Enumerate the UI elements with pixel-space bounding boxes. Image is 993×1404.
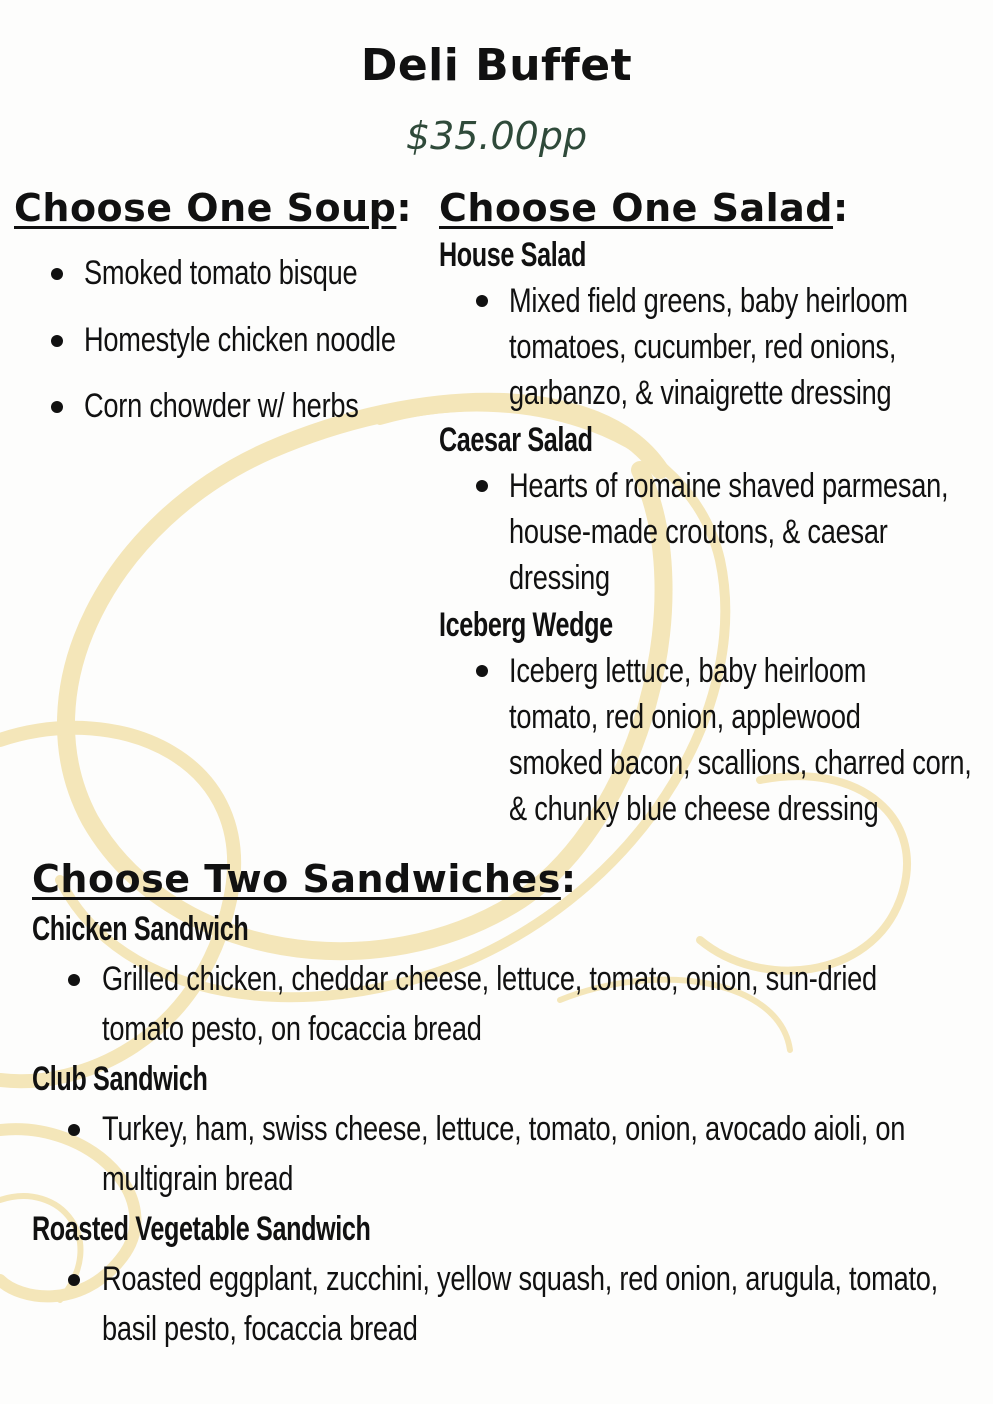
bullet-icon (68, 1274, 80, 1286)
sandwich-description-line: Grilled chicken, cheddar cheese, lettuce, tomato, onion, sun-dried (102, 960, 877, 998)
bullet-icon (68, 974, 80, 986)
salad-description-line: smoked bacon, scallions, charred corn, (509, 744, 972, 782)
salad-description-line: & chunky blue cheese dressing (509, 790, 879, 828)
salad-name: House Salad (439, 236, 586, 274)
salad-heading-colon: : (833, 186, 849, 230)
sandwich-name: Chicken Sandwich (32, 910, 249, 948)
sandwich-description-line: Turkey, ham, swiss cheese, lettuce, tomato, onion, avocado aioli, on (102, 1110, 906, 1148)
salad-description-line: tomato, red onion, applewood (509, 698, 861, 736)
sandwich-name: Roasted Vegetable Sandwich (32, 1210, 371, 1248)
salad-heading-text: Choose One Salad (439, 186, 834, 230)
price-per-person: $35.00pp (405, 114, 588, 158)
sandwich-name: Club Sandwich (32, 1060, 208, 1098)
bullet-icon (476, 295, 488, 307)
bullet-icon (51, 401, 63, 413)
sandwich-description-line: basil pesto, focaccia bread (102, 1310, 418, 1348)
page-title: Deli Buffet (360, 40, 633, 91)
salad-description-line: Iceberg lettuce, baby heirloom (509, 652, 867, 690)
salad-heading (439, 186, 849, 230)
salad-name: Iceberg Wedge (439, 606, 613, 644)
salad-description-line: Mixed field greens, baby heirloom (509, 282, 908, 320)
sandwich-description-line: tomato pesto, on focaccia bread (102, 1010, 482, 1048)
soup-heading-colon: : (396, 186, 413, 230)
salad-description-line: house-made croutons, & caesar (509, 513, 888, 551)
sandwiches-heading (32, 857, 577, 901)
soup-item: Smoked tomato bisque (84, 254, 358, 292)
sandwiches-heading-text: Choose Two Sandwiches (32, 857, 561, 901)
sandwich-description-line: Roasted eggplant, zucchini, yellow squash, red onion, arugula, tomato, (102, 1260, 938, 1298)
soup-item: Corn chowder w/ herbs (84, 387, 359, 425)
soup-heading (14, 186, 412, 230)
bullet-icon (51, 335, 63, 347)
salad-description-line: garbanzo, & vinaigrette dressing (509, 374, 892, 412)
sandwiches-heading-colon: : (560, 857, 577, 901)
salad-description-line: tomatoes, cucumber, red onions, (509, 328, 897, 366)
salad-description-line: Hearts of romaine shaved parmesan, (509, 467, 949, 505)
salad-description-line: dressing (509, 559, 610, 597)
soup-heading-text: Choose One Soup (14, 186, 397, 230)
bullet-icon (476, 665, 488, 677)
sandwich-description-line: multigrain bread (102, 1160, 294, 1198)
bullet-icon (51, 268, 63, 280)
bullet-icon (68, 1124, 80, 1136)
bullet-icon (476, 480, 488, 492)
salad-name: Caesar Salad (439, 421, 593, 459)
soup-item: Homestyle chicken noodle (84, 321, 396, 359)
